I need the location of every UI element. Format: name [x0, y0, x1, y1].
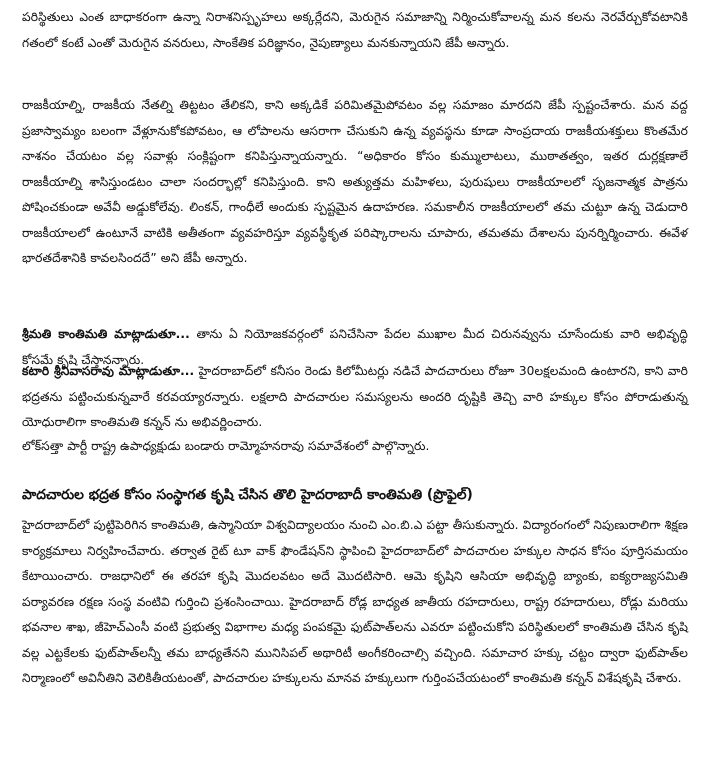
section-heading-profile: పాదచారుల భద్రత కోసం సంస్థాగత కృషి చేసిన తొలి హైదరాబాదీ కాంతిమతి (ప్రొఫైల్) [22, 487, 473, 503]
speaker-lead-srinivasarao: కటారి శ్రీనివాసరావు మాట్లాడుతూ... [22, 364, 195, 378]
speaker-lead-kanthimathi: శ్రీమతి కాంతిమతి మాట్లాడుతూ... [22, 327, 190, 341]
speech-text-srinivasarao: హైదరాబాద్‌లో కనీసం రెండు కిలోమీటర్లు నడిచే పాదచారులు రోజూ 30లక్షలమంది ఉంటారని, కాని వారి భద్రతను పట్టించుకున్నవారే కరవయ్యారన్నారు. లక్షలాది పాదచారుల సమస్యలను అందరి దృష్టికి తెచ్చి వారి హక్కుల కోసం పోరాడుతున్న యోధురాలిగా కాంతిమతి కన్నన్ ను అభివర్ణించారు. [22, 364, 688, 429]
paragraph-profile: హైదరాబాద్‌లో పుట్టిపెరిగిన కాంతిమతి, ఉస్మానియా విశ్వవిద్యాలయం నుంచి ఎం.బి.ఎ పట్టా తీసుకున్నారు. విద్యారంగంలో నిపుణురాలిగా శిక్షణ కార్యక్రమాలు నిర్వహించేవారు. తర్వాత రైట్ టూ వాక్ ఫౌండేషన్‌ని స్థాపించి హైదరాబాద్‌లో పాదచారుల హక్కుల సాధన కోసం పూర్తిసమయం కేటాయించారు. రాజధానిలో ఈ తరహా కృషి మొదలవటం అదే మొదటిసారి. ఆమె కృషిని ఆసియా అభివృద్ధి బ్యాంకు, ఐక్యరాజ్యసమితి పర్యావరణ రక్షణ సంస్థ వంటివి గుర్తించి ప్రశంసించాయి. హైదరాబాద్ రోడ్ల బాధ్యత జాతీయ రహదారులు, రాష్ట్ర రహదారులు, రోడ్లు మరియు భవనాల శాఖ, జీహెచ్ఎంసీ వంటి ప్రభుత్వ విభాగాల మధ్య పంపకమై ఫుట్‌పాత్‌లను ఎవరూ పట్టించుకోని పరిస్థితులలో కాంతిమతి చేసిన కృషి వల్ల ఎట్టకేలకు ఫుట్‌పాత్‌లన్నీ తమ బాధ్యతేనని మునిసిపల్ అథారిటీ అంగీకరించాల్సి వచ్చింది. సమాచార హక్కు చట్టం ద్వారా ఫుట్‌పాత్‌ల నిర్మాణంలో అవినీతిని వెలికితీయటంతో, పాదచారుల హక్కులను మానవ హక్కులుగా గుర్తింపచేయటంలో కాంతిమతి కన్నన్ విశేషకృషి చేశారు. [22, 518, 688, 685]
speech-text-kanthimathi: తాను ఏ నియోజకవర్గంలో పనిచేసినా పేదల ముఖాల మీద చిరునవ్వును చూసేందుకు వారి అభివృద్ధి కోసమే కృషి చేస్తానన్నారు. [22, 327, 688, 367]
paragraph-jp-hope: పరిస్థితులు ఎంత బాధాకరంగా ఉన్నా నిరాశనిస్పృహలు అక్కర్లేదని, మెరుగైన సమాజాన్ని నిర్మించుకోవాలన్న మన కలను నెరవేర్చుకోవటానికి గతంలో కంటే ఎంతో మెరుగైన వనరులు, సాంకేతిక పరిజ్ఞానం, నైపుణ్యాలు మనకున్నాయని జేపీ అన్నారు. [22, 10, 688, 50]
paragraph-participants: లోక్‌సత్తా పార్టీ రాష్ట్ర ఉపాధ్యక్షుడు బండారు రామ్మోహనరావు సమావేశంలో పాల్గొన్నారు. [22, 439, 430, 453]
paragraph-srinivasarao-speech [22, 359, 688, 436]
paragraph-jp-politics: రాజకీయాల్ని, రాజకీయ నేతల్ని తిట్టటం తేలికని, కాని అక్కడికే పరిమితమైపోవటం వల్ల సమాజం మారదని జేపీ స్పష్టంచేశారు. మన వద్ద ప్రజాస్వామ్యం బలంగా వేళ్లూనుకోకపోవటం, ఆ లోపాలను ఆసరాగా చేసుకుని ఉన్న వ్యవస్థను కూడా సాంప్రదాయ రాజకీయశక్తులు కొంతమేర నాశనం చేయటం వల్ల సవాళ్లు సంక్లిష్టంగా కనిపిస్తున్నాయన్నారు. “అధికారం కోసం కుమ్ములాటలు, ముఠాతత్వం, ఇతర దుర్లక్షణాలే రాజకీయాల్ని శాసిస్తుండటం చాలా సందర్భాల్లో కనిపిస్తుంది. కాని అత్యుత్తమ మహిళలు, పురుషులు రాజకీయాలలో సృజనాత్మక పాత్రను పోషించకుండా అవేవీ అడ్డుకోలేవు. లింకన్, గాంధీలే అందుకు స్పష్టమైన ఉదాహరణ. సమకాలీన రాజకీయాలలో తమ చుట్టూ ఉన్న చెడుదారి రాజకీయాలలో ఉంటూనే వాటికి అతీతంగా వ్యవహరిస్తూ వ్యవస్థీకృత పరిష్కారాలను చూపారు, తమతమ దేశాలను పునర్నిర్మించారు. ఈవేళ భారతదేశానికి కావలసిందదే” అని జేపీ అన్నారు. [22, 98, 688, 265]
